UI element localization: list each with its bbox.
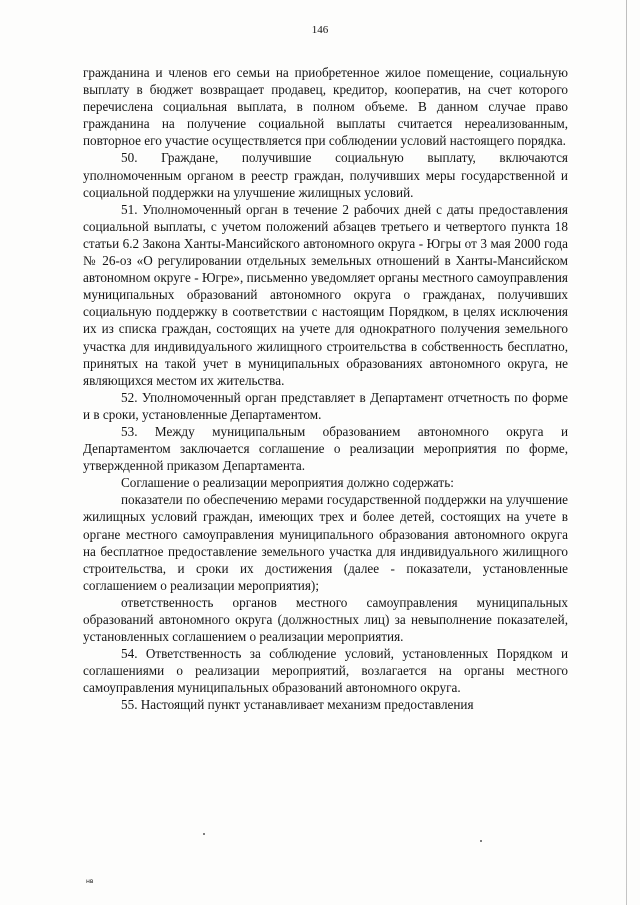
paragraph-52: 52. Уполномоченный орган представляет в Департамент отчетность по форме и в сроки, установленные Департаментом. — [83, 389, 568, 422]
scan-edge-line — [626, 0, 627, 905]
page-number: 146 — [311, 24, 329, 36]
paragraph-agreement-intro: Соглашение о реализации мероприятия должно содержать: — [121, 475, 454, 491]
paragraph-55: 55. Настоящий пункт устанавливает механизм предоставления — [121, 697, 474, 713]
footer-mark: нв — [86, 878, 94, 885]
scan-speck — [480, 840, 482, 842]
paragraph-indicators: показатели по обеспечению мерами государственной поддержки на улучшение жилищных условий граждан, имеющих трех и более детей, состоящих на учете в органе местного самоуправления муниципального образования автономного округа на бесплатное предоставление земельного участка для индивидуального жилищного строительства, и сроки их достижения (далее - показатели, установленные соглашением о реализации мероприятия); — [83, 492, 568, 593]
paragraph-53: 53. Между муниципальным образованием автономного округа и Департаментом заключается соглашение о реализации мероприятия по форме, утвержденной приказом Департамента. — [83, 423, 568, 474]
paragraph-54: 54. Ответственность за соблюдение условий, установленных Порядком и соглашениями о реализации мероприятий, возлагается на органы местного самоуправления муниципальных образований автономного округа. — [83, 646, 568, 696]
paragraph-50: 50. Граждане, получившие социальную выплату, включаются уполномоченным органом в реестр граждан, получивших меры государственной и социальной поддержки на улучшение жилищных условий. — [83, 150, 568, 200]
scan-speck — [203, 833, 205, 835]
paragraph-51: 51. Уполномоченный орган в течение 2 рабочих дней с даты предоставления социальной выплаты, с учетом положений абзацев третьего и четвертого пункта 18 статьи 6.2 Закона Ханты-Мансийского автономного округа - Югры от 3 мая 2000 года № 26-оз «О регулировании отдельных земельных отношений в Ханты-Мансийском автономном округе - Югре», письменно уведомляет органы местного самоуправления муниципальных образований автономного округа о гражданах, получивших социальную поддержку в соответствии с настоящим Порядком, в целях исключения их из списка граждан, состоящих на учете для однократного получения земельного участка для индивидуального жилищного строительства в собственность бесплатно, принятых на такой учет в муниципальных образованиях автономного округа, не являющихся местом их жительства. — [83, 201, 568, 388]
paragraph-continued: гражданина и членов его семьи на приобретенное жилое помещение, социальную выплату в бюджет возвращает продавец, кредитор, кооператив, на счет которого перечислена социальная выплата, в полном объеме. В данном случае право гражданина на получение социальной выплаты считается нереализованным, повторное его участие осуществляется при соблюдении условий настоящего порядка. — [83, 65, 568, 149]
document-body — [83, 64, 568, 714]
paragraph-responsibility: ответственность органов местного самоуправления муниципальных образований автономного округа (должностных лиц) за невыполнение показателей, установленных соглашением о реализации мероприятия. — [83, 594, 568, 645]
